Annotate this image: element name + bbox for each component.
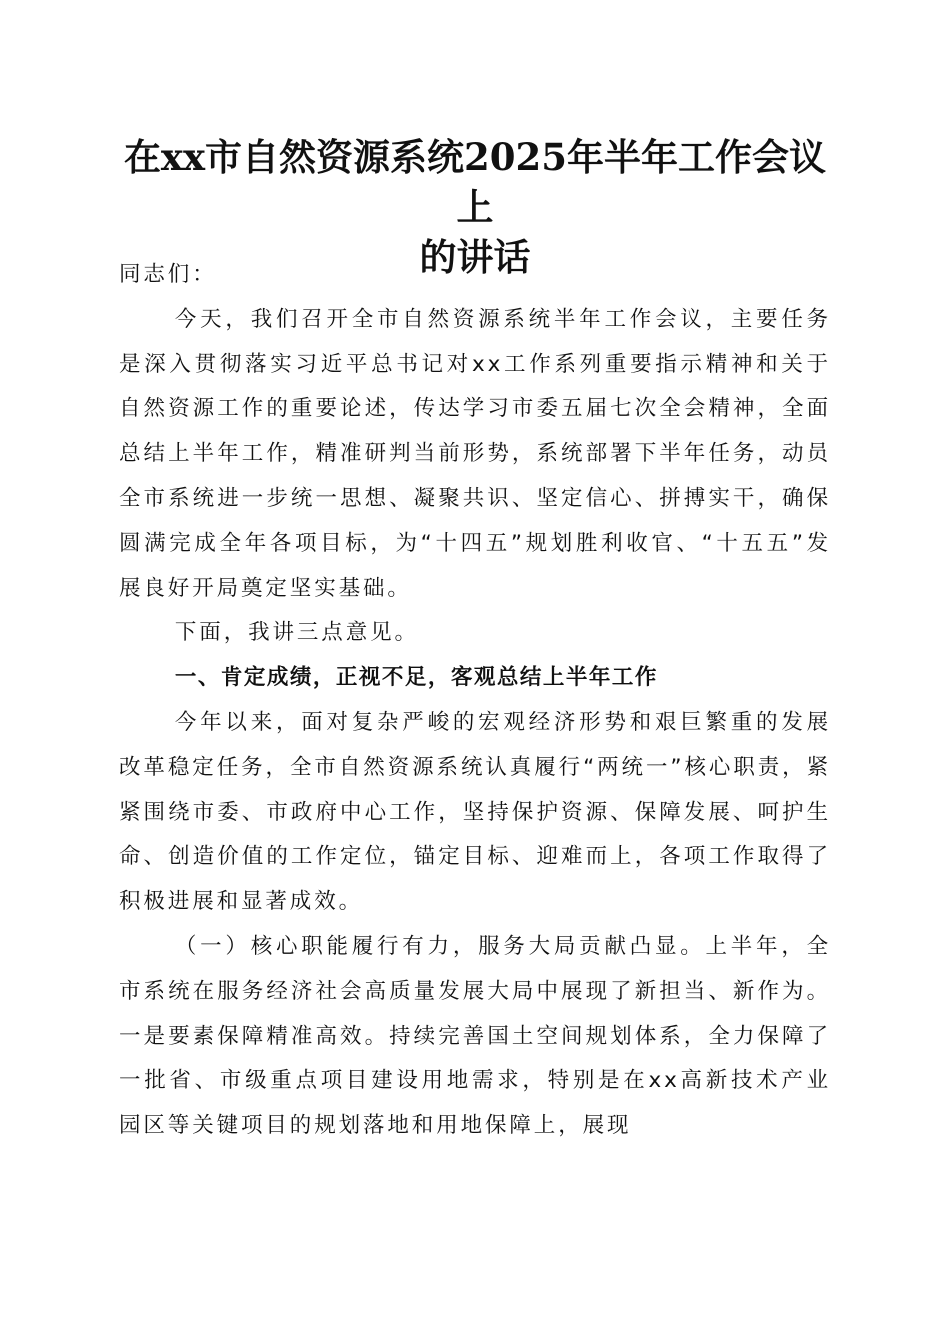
paragraph-intro: 今天，我们召开全市自然资源系统半年工作会议，主要任务是深入贯彻落实习近平总书记对xx工作系列重要指示精神和关于自然资源工作的重要论述，传达学习市委五届七次全会精神，全面总结上半年工作，精准研判当前形势，系统部署下半年任务，动员全市系统进一步统一思想、凝聚共识、坚定信心、拼搏实干，确保圆满完成全年各项目标，为“十四五”规划胜利收官、“十五五”发展良好开局奠定坚实基础。 [119,306,831,601]
title-line-2: 的讲话 [419,235,531,279]
document-body [119,253,831,1149]
title-line-1: 在xx市自然资源系统2025年半年工作会议上 [123,135,827,229]
paragraph-outline: 下面，我讲三点意见。 [174,620,419,646]
section-heading-1: 一、肯定成绩，正视不足，客观总结上半年工作 [174,665,658,691]
salutation: 同志们： [119,262,217,287]
paragraph-core-functions: （一）核心职能履行有力，服务大局贡献凸显。上半年，全市系统在服务经济社会高质量发展大局中展现了新担当、新作为。一是要素保障精准高效。持续完善国土空间规划体系，全力保障了一批省、市级重点项目建设用地需求，特别是在xx高新技术产业园区等关键项目的规划落地和用地保障上，展现 [119,933,831,1139]
paragraph-summary: 今年以来，面对复杂严峻的宏观经济形势和艰巨繁重的发展改革稳定任务，全市自然资源系统认真履行“两统一”核心职责，紧紧围绕市委、市政府中心工作，坚持保护资源、保障发展、呵护生命、创造价值的工作定位，锚定目标、迎难而上，各项工作取得了积极进展和显著成效。 [119,709,831,915]
